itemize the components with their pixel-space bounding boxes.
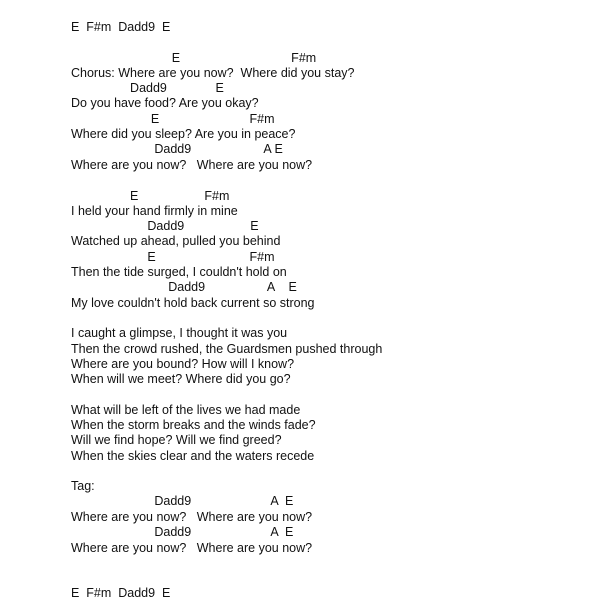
verse1-lyric-3: Then the tide surged, I couldn't hold on: [71, 265, 287, 279]
tag-lyric-2: Where are you now? Where are you now?: [71, 541, 313, 555]
chorus-lyric-3: Where did you sleep? Are you in peace?: [71, 127, 296, 141]
verse1-lyric-1: I held your hand firmly in mine: [71, 204, 238, 218]
verse2-line-1: I caught a glimpse, I thought it was you: [71, 326, 288, 340]
verse3-line-4: When the skies clear and the waters recede: [71, 449, 315, 463]
chorus-lyric-4: Where are you now? Where are you now?: [71, 158, 313, 172]
chorus-lyric-2: Do you have food? Are you okay?: [71, 96, 259, 110]
verse2-line-4: When will we meet? Where did you go?: [71, 372, 291, 386]
verse2-line-2: Then the crowd rushed, the Guardsmen pushed through: [71, 342, 383, 356]
verse1-chords-4: Dadd9 A E: [71, 280, 297, 294]
verse1-chords-2: Dadd9 E: [71, 219, 259, 233]
chorus-chords-1: E F#m: [71, 51, 317, 65]
verse1-chords-1: E F#m: [71, 189, 230, 203]
chorus-chords-2: Dadd9 E: [71, 81, 224, 95]
verse1-lyric-4: My love couldn't hold back current so strong: [71, 296, 315, 310]
verse3-line-1: What will be left of the lives we had made: [71, 403, 301, 417]
tag-chords-2: Dadd9 A E: [71, 525, 294, 539]
outro-chords: E F#m Dadd9 E: [71, 586, 171, 600]
chorus-chords-3: E F#m: [71, 112, 275, 126]
verse3-line-3: Will we find hope? Will we find greed?: [71, 433, 282, 447]
chorus-chords-4: Dadd9 A E: [71, 142, 283, 156]
verse1-chords-3: E F#m: [71, 250, 275, 264]
verse2-line-3: Where are you bound? How will I know?: [71, 357, 295, 371]
chorus-lyric-1: Chorus: Where are you now? Where did you stay?: [71, 66, 355, 80]
tag-lyric-1: Where are you now? Where are you now?: [71, 510, 313, 524]
verse3-line-2: When the storm breaks and the winds fade?: [71, 418, 316, 432]
intro-chords: E F#m Dadd9 E: [71, 20, 171, 34]
verse1-lyric-2: Watched up ahead, pulled you behind: [71, 234, 281, 248]
tag-label: Tag:: [71, 479, 95, 493]
tag-chords-1: Dadd9 A E: [71, 494, 294, 508]
